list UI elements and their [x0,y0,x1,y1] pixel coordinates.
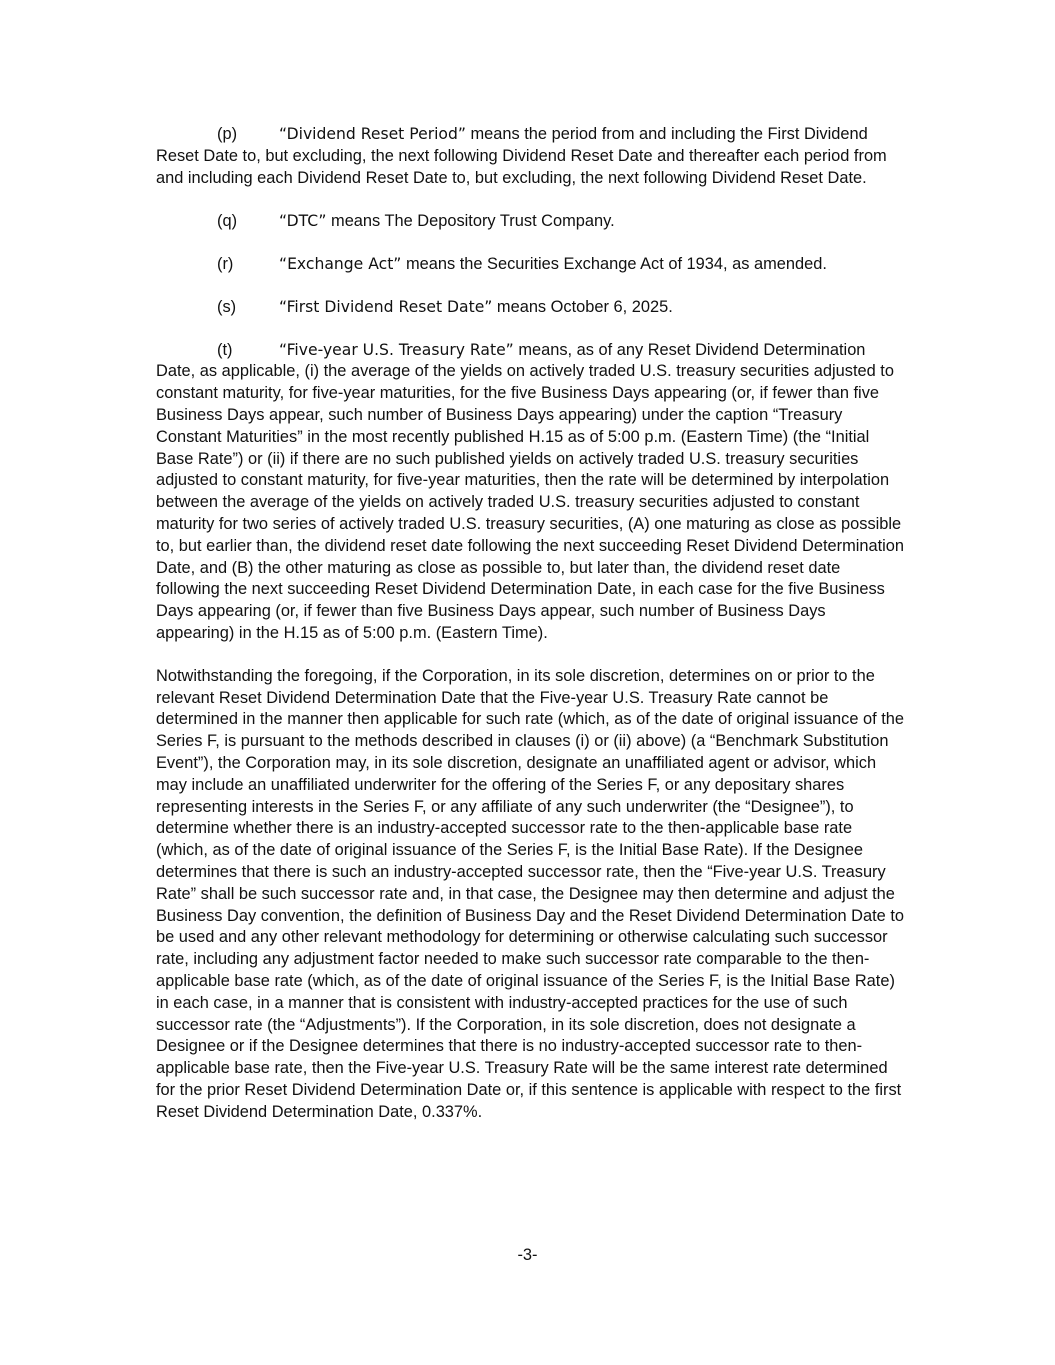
notwithstanding-paragraph: Notwithstanding the foregoing, if the Corporation, in its sole discretion, determines on or prior to the relevant Reset Dividend Determination Date that the Five-year U.S. Treasury Rate cannot be determined in the manner then applicable for such rate (which, as of the date of original issuance of the Series F, is pursuant to the methods described in clauses (i) or (ii) above) (a “Benchmark Substitution Event”), the Corporation may, in its sole discretion, designate an unaffiliated agent or advisor, which may include an unaffiliated underwriter for the offering of the Series F, or any depositary shares representing interests in the Series F, or any affiliate of any such underwriter (the “Designee”), to determine whether there is an industry-accepted successor rate to the then-applicable base rate (which, as of the date of original issuance of the Series F, is the Initial Base Rate). If the Designee determines that there is such an industry-accepted successor rate, then the “Five-year U.S. Treasury Rate” shall be such successor rate and, in that case, the Designee may then determine and adjust the Business Day convention, the definition of Business Day and the Reset Dividend Determination Date to be used and any other relevant methodology for determining or otherwise calculating such successor rate, including any adjustment factor needed to make such successor rate comparable to the then-applicable base rate (which, as of the date of original issuance of the Series F, is the Initial Base Rate) in each case, in a manner that is consistent with industry-accepted practices for the use of such successor rate (the “Adjustments”). If the Corporation, in its sole discretion, does not designate a Designee or if the Designee determines that there is no industry-accepted successor rate to then-applicable base rate, then the Five-year U.S. Treasury Rate will be the same interest rate determined for the prior Reset Dividend Determination Date or, if this sentence is applicable with respect to the first Reset Dividend Determination Date, 0.337%. [156,666,905,1121]
definition-exchange-act [156,254,906,276]
definition-text: means the Securities Exchange Act of 1934, as amended. [401,254,827,273]
definition-marker: (s) [217,297,237,316]
defined-term: “Dividend Reset Period” [279,125,466,143]
defined-term: “Five-year U.S. Treasury Rate” [279,340,514,359]
defined-term: “First Dividend Reset Date” [279,297,493,316]
definition-first-dividend-reset-date [156,297,906,319]
definition-dtc [156,211,906,233]
page-number: -3- [517,1246,538,1264]
definition-text: means, as of any Reset Dividend Determination Date, as applicable, (i) the average of the yields on actively traded U.S. treasury securities adjusted to constant maturity, for five-year maturities, for the five Business Days appearing (or, if fewer than five Business Days appear, such number of Business Days appearing) under the caption “Treasury Constant Maturities” in the most recently published H.15 as of 5:00 p.m. (Eastern Time) (the “Initial Base Rate”) or (ii) if there are no such published yields on actively traded U.S. treasury securities adjusted to constant maturity, for five-year maturities, then the rate will be determined by interpolation between the average of the yields on actively traded U.S. treasury securities adjusted to constant maturity for two series of actively traded U.S. treasury securities, (A) one maturing as close as possible to, but earlier than, the dividend reset date following the next succeeding Reset Dividend Determination Date, and (B) the other maturing as close as possible to, but later than, the dividend reset date following the next succeeding Reset Dividend Determination Date, in each case for the five Business Days appearing (or, if fewer than five Business Days appear, such number of Business Days appearing) in the H.15 as of 5:00 p.m. (Eastern Time). [156,340,905,642]
definition-text: means The Depository Trust Company. [326,211,615,230]
defined-term: “Exchange Act” [279,254,402,273]
document-body [156,124,906,1145]
definition-marker: (p) [217,125,238,143]
definition-dividend-reset-period [156,124,906,189]
definition-marker: (r) [217,254,234,273]
definition-marker: (q) [217,211,238,230]
definition-five-year-treasury-rate [156,340,906,645]
defined-term: “DTC” [279,211,327,230]
definition-text: means the period from and including the First Dividend Reset Date to, but excluding, the next following Dividend Reset Date and thereafter each period from and including each Dividend Reset Date to, but excluding, the next following Dividend Reset Date. [156,125,887,187]
definition-text: means October 6, 2025. [492,297,673,316]
definition-marker: (t) [217,340,233,359]
